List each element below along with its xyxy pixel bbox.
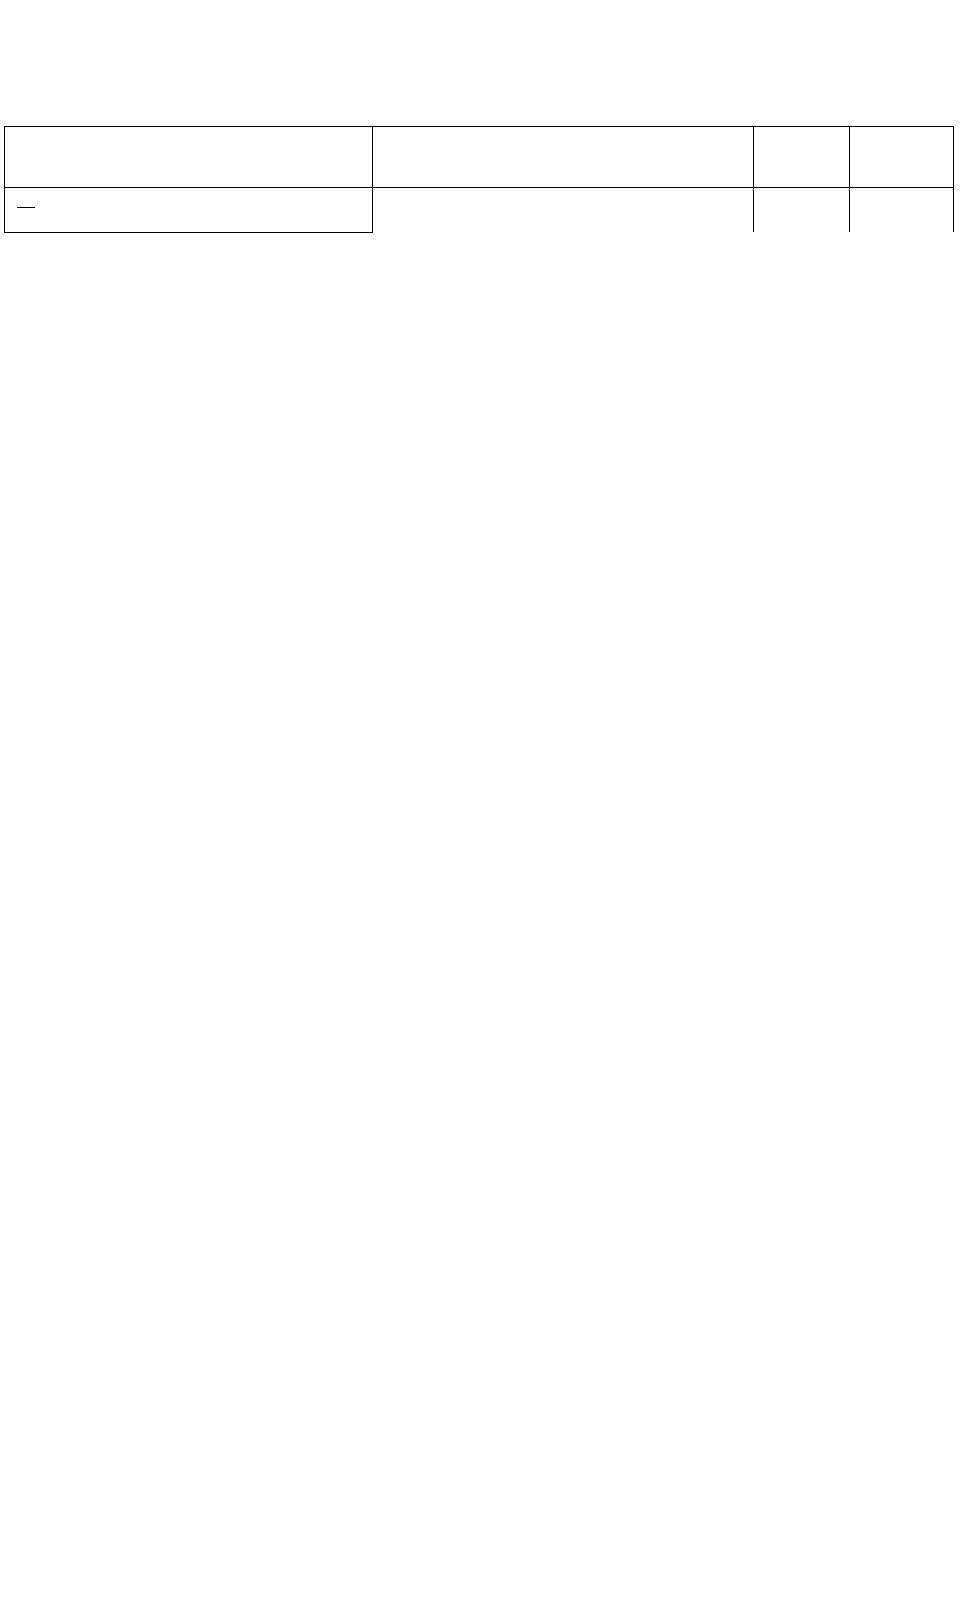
header-hours	[753, 127, 849, 188]
header-time	[849, 127, 953, 188]
header-topics	[373, 127, 753, 188]
curriculum-table	[4, 126, 954, 233]
unit-1-time	[849, 188, 953, 233]
header-results	[5, 127, 373, 188]
competences-cell	[5, 188, 373, 233]
unit-1-topic	[373, 188, 753, 233]
table-header-row	[5, 127, 954, 188]
unit-1-hours	[753, 188, 849, 233]
